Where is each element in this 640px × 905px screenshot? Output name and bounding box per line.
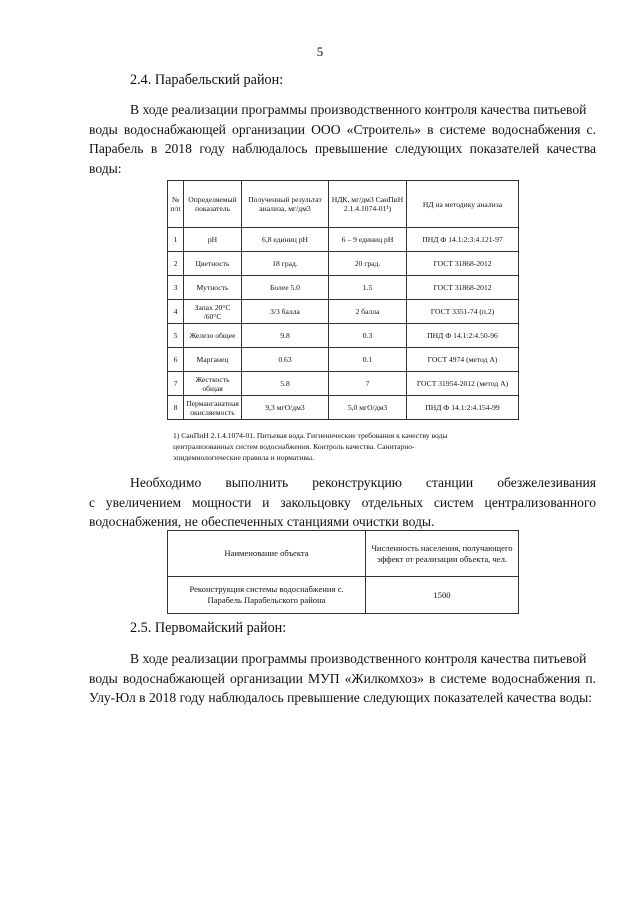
table-row xyxy=(168,300,519,324)
table-cell: 7 xyxy=(329,372,407,396)
table-cell: 5.8 xyxy=(242,372,329,396)
header-cell: НД на методику анализа xyxy=(407,181,519,228)
section-heading-pervomaysky: 2.5. Первомайский район: xyxy=(130,620,287,636)
paragraph-text: воды водоснабжающей организации МУП «Жилкомхоз» в системе водоснабжения п. Улу-Юл в 2018 году наблюдалось превышение следующих показателей качества воды: xyxy=(89,670,596,705)
header-cell: Численность населения, получающего эффект от реализации объекта, чел. xyxy=(366,531,519,577)
table-cell: 18 град. xyxy=(242,252,329,276)
table-row xyxy=(168,324,519,348)
page-number: 5 xyxy=(316,44,324,59)
paragraph-text: воды водоснабжающей организации ООО «Строитель» в системе водоснабжения с. Парабель в 2018 году наблюдалось превышение следующих показателей качества воды: xyxy=(89,121,596,176)
table-cell: Марганец xyxy=(184,348,242,372)
table-cell: 3/3 балла xyxy=(242,300,329,324)
table-cell: 6 – 9 единиц pH xyxy=(329,228,407,252)
table-cell: 2 xyxy=(168,252,184,276)
table-cell: Запах 20°С /60°С xyxy=(184,300,242,324)
table-row xyxy=(168,348,519,372)
table-cell: pH xyxy=(184,228,242,252)
table-cell: 5,0 мгО/дм3 xyxy=(329,396,407,420)
table-row xyxy=(168,577,519,614)
header-cell: НДК, мг/дм3 СанПиН 2.1.4.1074-01¹) xyxy=(329,181,407,228)
table-cell: Более 5.0 xyxy=(242,276,329,300)
table-footnote: 1) СанПиН 2.1.4.1074-01. Питьевая вода. Гигиенические требования к качеству воды централизованных систем водоснабжения. Контроль качества. Санитарно-эпидемиологические правила и нормативы. xyxy=(173,431,448,462)
table-row xyxy=(168,372,519,396)
section-heading-parabel: 2.4. Парабельский район: xyxy=(130,72,284,88)
table-cell: 20 град. xyxy=(329,252,407,276)
table-cell: ГОСТ 4974 (метод А) xyxy=(407,348,519,372)
table-cell: 1.5 xyxy=(329,276,407,300)
table-cell: 6,8 единиц pH xyxy=(242,228,329,252)
table-cell: 9,3 мгО/дм3 xyxy=(242,396,329,420)
paragraph-line: Необходимо выполнить реконструкцию станции обезжелезивания xyxy=(130,475,596,490)
table-cell: 7 xyxy=(168,372,184,396)
paragraph-pervomaysky-intro xyxy=(89,649,596,708)
table-cell: 9.8 xyxy=(242,324,329,348)
table-row xyxy=(168,252,519,276)
table-cell: 4 xyxy=(168,300,184,324)
table-cell: Жесткость общая xyxy=(184,372,242,396)
table-cell: 0.63 xyxy=(242,348,329,372)
table-cell: Цветность xyxy=(184,252,242,276)
paragraph-reconstruction xyxy=(89,473,596,532)
reconstruction-table xyxy=(167,530,519,614)
table-cell: 0.1 xyxy=(329,348,407,372)
header-cell: Наименование объекта xyxy=(168,531,366,577)
table-cell: Реконструкция системы водоснабжения с. Парабель Парабельского района xyxy=(168,577,366,614)
header-cell: Определяемый показатель xyxy=(184,181,242,228)
table-cell: ГОСТ 31868-2012 xyxy=(407,276,519,300)
header-cell: Полученный результат анализа, мг/дм3 xyxy=(242,181,329,228)
table-header-row xyxy=(168,531,519,577)
table-cell: 1 xyxy=(168,228,184,252)
table-cell: 1500 xyxy=(366,577,519,614)
header-cell: № п/п xyxy=(168,181,184,228)
table-row xyxy=(168,396,519,420)
table-cell: ГОСТ 31954-2012 (метод А) xyxy=(407,372,519,396)
table-header-row xyxy=(168,181,519,228)
table-cell: 2 балла xyxy=(329,300,407,324)
table-cell: Железо общее xyxy=(184,324,242,348)
table-cell: 5 xyxy=(168,324,184,348)
paragraph-parabel-intro xyxy=(89,100,596,178)
table-cell: ГОСТ 31868-2012 xyxy=(407,252,519,276)
table-cell: 8 xyxy=(168,396,184,420)
table-cell: 3 xyxy=(168,276,184,300)
table-cell: Перманганатная окисляемость xyxy=(184,396,242,420)
paragraph-text: с увеличением мощности и закольцовку отдельных систем централизованного водоснабжения, не обеспеченных станциями очистки воды. xyxy=(89,494,596,529)
paragraph-line: В ходе реализации программы производственного контроля качества питьевой xyxy=(130,651,587,666)
table-cell: Мутность xyxy=(184,276,242,300)
table-cell: ПНД Ф 14.1:2:4.154-99 xyxy=(407,396,519,420)
water-quality-table xyxy=(167,180,519,420)
table-cell: 6 xyxy=(168,348,184,372)
table-cell: ПНД Ф 14.1:2:3:4.121-97 xyxy=(407,228,519,252)
paragraph-line: В ходе реализации программы производственного контроля качества питьевой xyxy=(130,102,587,117)
table-cell: ПНД Ф 14.1:2:4.50-96 xyxy=(407,324,519,348)
table-row xyxy=(168,228,519,252)
table-cell: ГОСТ 3351-74 (п.2) xyxy=(407,300,519,324)
table-cell: 0.3 xyxy=(329,324,407,348)
table-row xyxy=(168,276,519,300)
